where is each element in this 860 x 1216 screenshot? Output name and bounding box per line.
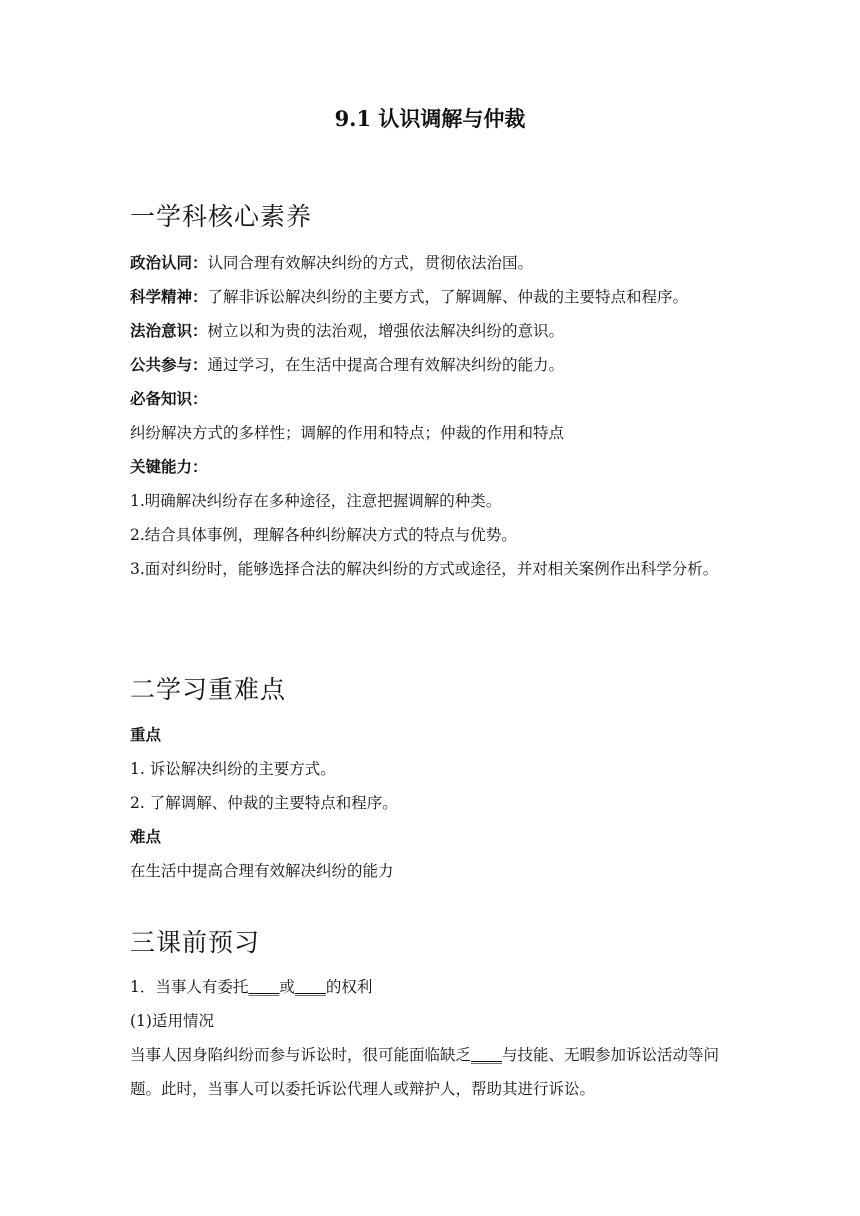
literacy-label: 政治认同：	[130, 253, 208, 272]
difficulty-text: 在生活中提高合理有效解决纠纷的能力	[130, 862, 394, 880]
fill-blank: ____	[294, 978, 326, 996]
fill-blank: ____	[471, 1046, 503, 1064]
ability-label: 关键能力：	[130, 457, 208, 476]
key-point-item: 1. 诉讼解决纠纷的主要方式。	[130, 760, 336, 778]
literacy-item-law	[130, 320, 740, 342]
knowledge-text: 纠纷解决方式的多样性；调解的作用和特点；仲裁的作用和特点	[130, 424, 565, 442]
knowledge-label: 必备知识：	[130, 389, 208, 408]
section-heading-3: 三课前预习	[130, 928, 261, 957]
key-point-label: 重点	[130, 725, 162, 744]
section-heading-2: 二学习重难点	[130, 675, 287, 704]
document-title: 9.1 认识调解与仲裁	[334, 106, 526, 131]
ability-item: 2.结合具体事例，理解各种纠纷解决方式的特点与优势。	[130, 526, 517, 544]
fill-blank: ____	[248, 978, 280, 996]
preview-question-1: 1．当事人有委托____或____的权利	[130, 978, 373, 996]
key-point-item: 2. 了解调解、仲裁的主要特点和程序。	[130, 794, 398, 812]
literacy-text: 认同合理有效解决纠纷的方式，贯彻依法治国。	[207, 254, 534, 272]
ability-item: 1.明确解决纠纷存在多种途径，注意把握调解的种类。	[130, 492, 502, 510]
literacy-item-political	[130, 252, 740, 274]
literacy-text: 树立以和为贵的法治观，增强依法解决纠纷的意识。	[207, 322, 565, 340]
literacy-item-science	[130, 286, 740, 308]
sub-heading-applicable: (1)适用情况	[130, 1012, 214, 1030]
literacy-item-public	[130, 354, 740, 376]
difficulty-label: 难点	[130, 827, 162, 846]
literacy-text: 了解非诉讼解决纠纷的主要方式，了解调解、仲裁的主要特点和程序。	[207, 288, 689, 306]
literacy-label: 公共参与：	[130, 355, 208, 374]
ability-item: 3.面对纠纷时，能够选择合法的解决纠纷的方式或途径，并对相关案例作出科学分析。	[130, 560, 719, 578]
preview-paragraph: 当事人因身陷纠纷而参与诉讼时，很可能面临缺乏____与技能、无暇参加诉讼活动等问题。此时，当事人可以委托诉讼代理人或辩护人，帮助其进行诉讼。	[130, 1038, 740, 1106]
literacy-label: 科学精神：	[130, 287, 208, 306]
section-heading-1: 一学科核心素养	[130, 202, 313, 231]
literacy-label: 法治意识：	[130, 321, 208, 340]
literacy-text: 通过学习，在生活中提高合理有效解决纠纷的能力。	[207, 356, 565, 374]
